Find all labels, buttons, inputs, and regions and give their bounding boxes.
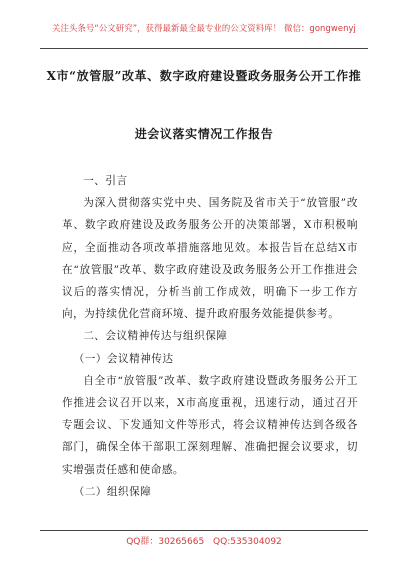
document-title-line-1: X市“放管服”改革、数字政府建设暨政务服务公开工作推 (46, 69, 362, 83)
footer-divider (40, 530, 368, 531)
footer-contact (40, 534, 368, 547)
subsection-1-heading: （一）会议精神传达 (73, 352, 174, 365)
subsection-2-heading: （二）组织保障 (73, 485, 152, 498)
document-body (62, 170, 358, 503)
subsection-1-paragraph: 自全市“放管服”改革、数字政府建设暨政务服务公开工作推进会议召开以来，X市高度重视，迅速行动，通过召开专题会议、下发通知文件等形式，将会议精神传达到各级各部门，确保全体干部职工深刻理解、准确把握会议要求，切实增强责任感和使命感。 (62, 374, 358, 476)
document-title-line-2: 进会议落实情况工作报告 (134, 127, 274, 141)
header-notice: 关注头条号“公文研究”，获得最新最全最专业的公文资料库！ 微信：gongwenyj (52, 23, 356, 33)
section-1-paragraph: 为深入贯彻落实党中央、国务院及省市关于“放管服”改革、数字政府建设及政务服务公开的决策部署，X市积极响应，全面推动各项改革措施落地见效。本报告旨在总结X市在“放管服”改革、数字政府建设及政务服务公开工作推进会议后的落实情况，分析当前工作成效，明确下一步工作方向，为持续优化营商环境、提升政府服务效能提供参考。 (62, 197, 358, 321)
footer-qq: QQ:535304092 (213, 537, 282, 547)
section-1-heading: 一、引言 (83, 175, 128, 187)
footer-qq-group: QQ群：30265665 (126, 537, 205, 547)
section-2-heading: 二、会议精神传达与组织保障 (83, 330, 228, 343)
header-divider (40, 48, 368, 49)
